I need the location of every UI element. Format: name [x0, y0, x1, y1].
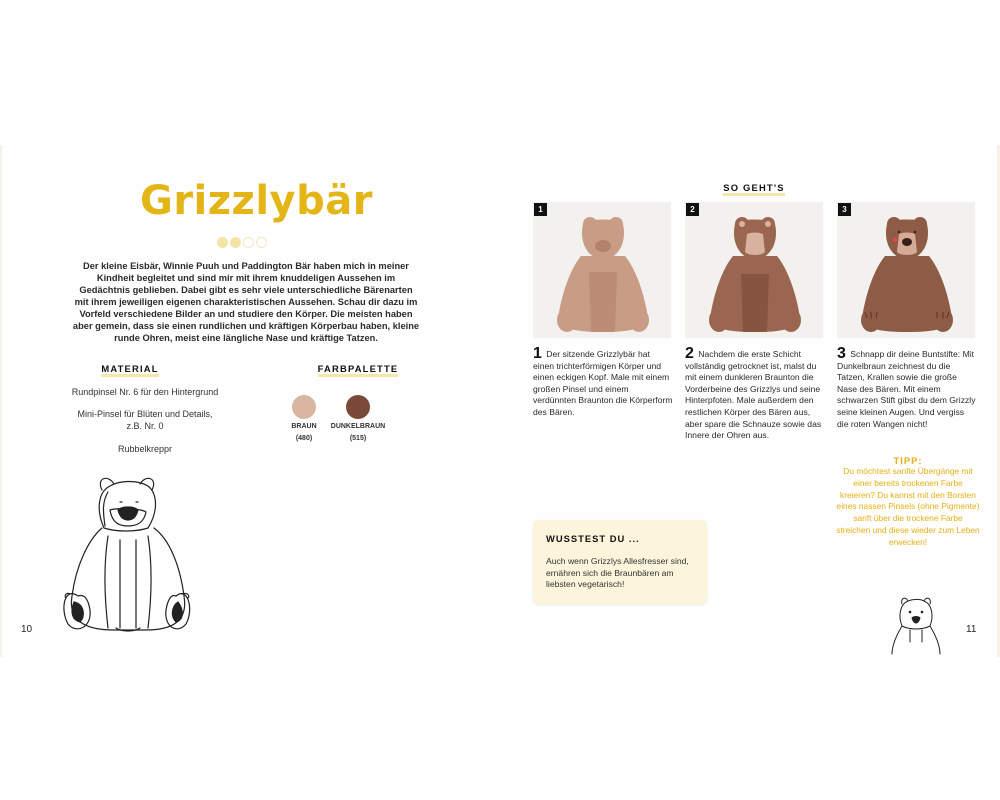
- step-image-2: [685, 202, 823, 338]
- step-description: Nachdem die erste Schicht vollständig getrocknet ist, malst du mit einem dunkleren Braunton die Vorderbeine des Grizzlys und seine Hinterpfoten. Male außerdem den restlichen Körper des Bären aus, aber spare die Schnauze sowie das Innere der Ohren aus.: [685, 349, 822, 441]
- page-number-right: 11: [966, 624, 977, 635]
- material-item: Mini-Pinsel für Blüten und Details, z.B. Nr. 0: [77, 409, 213, 431]
- step-3-painting: [837, 202, 975, 338]
- tip-title: TIPP:: [893, 455, 923, 466]
- bear-sketch-illustration: [58, 470, 198, 640]
- step-number: 3: [837, 345, 846, 362]
- step-text-2: [685, 345, 825, 442]
- step-badge-3: 3: [838, 203, 851, 216]
- swatch-code: (480): [295, 435, 313, 442]
- material-item: Rubbelkreppr: [117, 444, 173, 454]
- swatch-name: BRAUN: [291, 423, 317, 430]
- difficulty-dot-empty: [243, 237, 254, 248]
- did-you-know-title: WUSSTEST DU ...: [546, 533, 640, 544]
- step-number: 2: [685, 345, 694, 362]
- palette-heading-label: FARBPALETTE: [318, 363, 399, 377]
- difficulty-dot-empty: [256, 237, 267, 248]
- step-description: Schnapp dir deine Buntstifte: Mit Dunkelbraun zeichnest du die Tatzen, Krallen sowie die große Nase des Bären. Mit einem schwarzen Stift gibst du dem Grizzly seine kleinen Augen. Und vergiss die roten Wangen nicht!: [837, 349, 976, 429]
- intro-text: Der kleine Eisbär, Winnie Puuh und Paddington Bär haben mich in meiner Kindheit begleitet und sind mir mit ihrem knuddeligen Aussehen im Gedächtnis geblieben. Dabei gibt es sehr viele unterschiedliche Bärenarten mit ihrem jeweiligen eigenen charakteristischen Aussehen. Schau dir dazu im Vorfeld verschiedene Bilder an und studiere den Körper. Die meisten haben aber gemein, dass sie einen rundlichen und kräftigen Körperbau haben, kleine runde Ohren, meist eine längliche Nase und kräftige Tatzen.: [72, 261, 420, 343]
- step-image-3: [837, 202, 975, 338]
- page-title: Grizzlybär: [140, 178, 373, 224]
- color-swatch-dunkelbraun: [346, 395, 370, 419]
- tip-text: Du möchtest sanfte Übergänge mit einer bereits trockenen Farbe kreieren? Du kannst mit den Borsten eines nassen Pinsels (ohne Pigmente) sanft über die trockene Farbe streichen und diese wieder zum Leben erwecken!: [836, 466, 980, 547]
- swatch-code: (515): [349, 435, 367, 442]
- step-description: Der sitzende Grizzlybär hat einen trichterförmigen Körper und einen eckigen Kopf. Male mit einem großen Pinsel und einem verdünnten Braunton die Körperform des Bären.: [533, 349, 673, 417]
- step-text-3: [837, 345, 977, 430]
- difficulty-dot-filled: [230, 237, 241, 248]
- difficulty-dots: [217, 235, 269, 247]
- swatch-label: [323, 421, 393, 445]
- color-swatch-braun: [292, 395, 316, 419]
- step-badge-2: 2: [686, 203, 699, 216]
- step-image-1: [533, 202, 671, 338]
- small-bear-sketch: [890, 596, 942, 656]
- step-1-painting: [533, 202, 671, 338]
- steps-heading-label: SO GEHT'S: [723, 182, 784, 196]
- difficulty-dot-filled: [217, 237, 228, 248]
- material-heading-label: MATERIAL: [101, 363, 158, 377]
- step-2-painting: [685, 202, 823, 338]
- step-number: 1: [533, 345, 542, 362]
- page-edge-left: [0, 145, 2, 657]
- did-you-know-box: [533, 520, 707, 604]
- swatch-name: DUNKELBRAUN: [330, 423, 386, 430]
- material-item: Rundpinsel Nr. 6 für den Hintergrund: [71, 387, 219, 397]
- step-text-1: [533, 345, 673, 419]
- steps-heading: [718, 182, 790, 193]
- step-badge-1: 1: [534, 203, 547, 216]
- material-heading: [100, 363, 160, 374]
- did-you-know-text: Auch wenn Grizzlys Allesfresser sind, ernähren sich die Braunbären am liebsten vegetarisch!: [546, 556, 689, 590]
- palette-heading: [316, 363, 400, 374]
- page-number-left: 10: [21, 624, 33, 635]
